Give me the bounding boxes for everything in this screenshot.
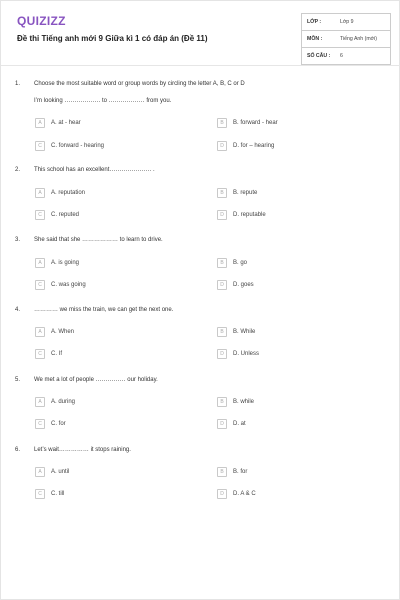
option-text: D. A & C — [233, 491, 256, 497]
option-c[interactable] — [35, 140, 104, 152]
option-text: C. forward - hearing — [51, 143, 105, 149]
question-text: Let’s wait…………… it stops raining. — [34, 447, 131, 453]
option-letter-box: D — [217, 210, 227, 220]
info-label: MÔN : — [307, 36, 323, 42]
page-title: Đề thi Tiếng anh mới 9 Giữa kì 1 có đáp án (Đề 11) — [17, 34, 208, 43]
question-number: 5. — [15, 377, 21, 383]
option-text: A. reputation — [51, 190, 86, 196]
question-text: ………… we miss the train, we can get the next one. — [34, 307, 174, 313]
question-number: 3. — [15, 237, 21, 243]
option-letter-box: C — [35, 210, 45, 220]
option-text: C. for — [51, 421, 66, 427]
option-text: C. If — [51, 351, 63, 357]
option-a[interactable] — [35, 257, 79, 269]
option-letter-box: A — [35, 188, 45, 198]
option-text: D. goes — [233, 282, 254, 288]
option-letter-box: D — [217, 141, 227, 151]
quizizz-logo: QUIZIZZ — [17, 14, 66, 28]
question-subtext: I’m looking ……………… to ……………… from you. — [34, 98, 172, 104]
info-row-count — [302, 48, 391, 65]
option-letter-box: B — [217, 118, 227, 128]
option-letter-box: B — [217, 258, 227, 268]
option-text: A. during — [51, 399, 76, 405]
header-divider — [1, 65, 400, 66]
option-letter-box: B — [217, 397, 227, 407]
option-letter-box: D — [217, 419, 227, 429]
option-letter-box: A — [35, 327, 45, 337]
info-label: SỐ CÂU : — [307, 53, 331, 59]
option-c[interactable] — [35, 279, 86, 291]
option-d[interactable] — [217, 209, 266, 221]
option-a[interactable] — [35, 117, 81, 129]
option-text: C. reputed — [51, 212, 80, 218]
option-text: D. for – hearing — [233, 143, 275, 149]
option-letter-box: C — [35, 419, 45, 429]
option-letter-box: C — [35, 141, 45, 151]
option-b[interactable] — [217, 326, 255, 338]
question-text: This school has an excellent………………… . — [34, 167, 155, 173]
info-row-class — [302, 14, 391, 31]
option-letter-box: C — [35, 280, 45, 290]
option-text: C. was going — [51, 282, 86, 288]
option-d[interactable] — [217, 140, 274, 152]
option-text: B. while — [233, 399, 255, 405]
option-a[interactable] — [35, 187, 85, 199]
info-table — [301, 13, 391, 65]
info-label: LỚP : — [307, 19, 322, 25]
option-c[interactable] — [35, 418, 66, 430]
option-letter-box: C — [35, 489, 45, 499]
option-c[interactable] — [35, 488, 64, 500]
info-value: 6 — [340, 53, 343, 59]
option-text: B. for — [233, 469, 248, 475]
option-letter-box: B — [217, 327, 227, 337]
option-b[interactable] — [217, 117, 278, 129]
option-text: D. reputable — [233, 212, 266, 218]
option-text: B. While — [233, 329, 256, 335]
option-b[interactable] — [217, 187, 257, 199]
info-value: Lớp 9 — [340, 19, 354, 25]
option-letter-box: D — [217, 349, 227, 359]
question-text: Choose the most suitable word or group words by circling the letter A, B, C or D — [34, 81, 245, 87]
question-number: 4. — [15, 307, 21, 313]
option-letter-box: A — [35, 118, 45, 128]
option-b[interactable] — [217, 466, 247, 478]
option-text: B. forward - hear — [233, 120, 278, 126]
option-a[interactable] — [35, 326, 74, 338]
option-letter-box: B — [217, 188, 227, 198]
option-d[interactable] — [217, 488, 256, 500]
option-letter-box: B — [217, 467, 227, 477]
info-value: Tiếng Anh (mới) — [340, 36, 377, 42]
header — [1, 1, 400, 65]
option-letter-box: D — [217, 280, 227, 290]
option-text: A. is going — [51, 260, 80, 266]
option-letter-box: A — [35, 397, 45, 407]
option-letter-box: C — [35, 349, 45, 359]
question-text: She said that she ……………… to learn to drive. — [34, 237, 163, 243]
option-a[interactable] — [35, 396, 75, 408]
question-number: 6. — [15, 447, 21, 453]
option-a[interactable] — [35, 466, 69, 478]
question-number: 1. — [15, 81, 21, 87]
option-d[interactable] — [217, 418, 246, 430]
option-text: C. till — [51, 491, 65, 497]
option-text: D. at — [233, 421, 246, 427]
option-text: B. repute — [233, 190, 258, 196]
option-text: B. go — [233, 260, 248, 266]
option-letter-box: D — [217, 489, 227, 499]
question-number: 2. — [15, 167, 21, 173]
option-c[interactable] — [35, 348, 62, 360]
option-b[interactable] — [217, 257, 247, 269]
option-c[interactable] — [35, 209, 79, 221]
option-letter-box: A — [35, 258, 45, 268]
option-d[interactable] — [217, 279, 254, 291]
info-row-subject — [302, 31, 391, 48]
option-text: A. at - hear — [51, 120, 81, 126]
option-d[interactable] — [217, 348, 259, 360]
option-text: D. Unless — [233, 351, 260, 357]
option-letter-box: A — [35, 467, 45, 477]
question-text: We met a lot of people …………… our holiday. — [34, 377, 158, 383]
option-b[interactable] — [217, 396, 254, 408]
option-text: A. until — [51, 469, 70, 475]
option-text: A. When — [51, 329, 75, 335]
